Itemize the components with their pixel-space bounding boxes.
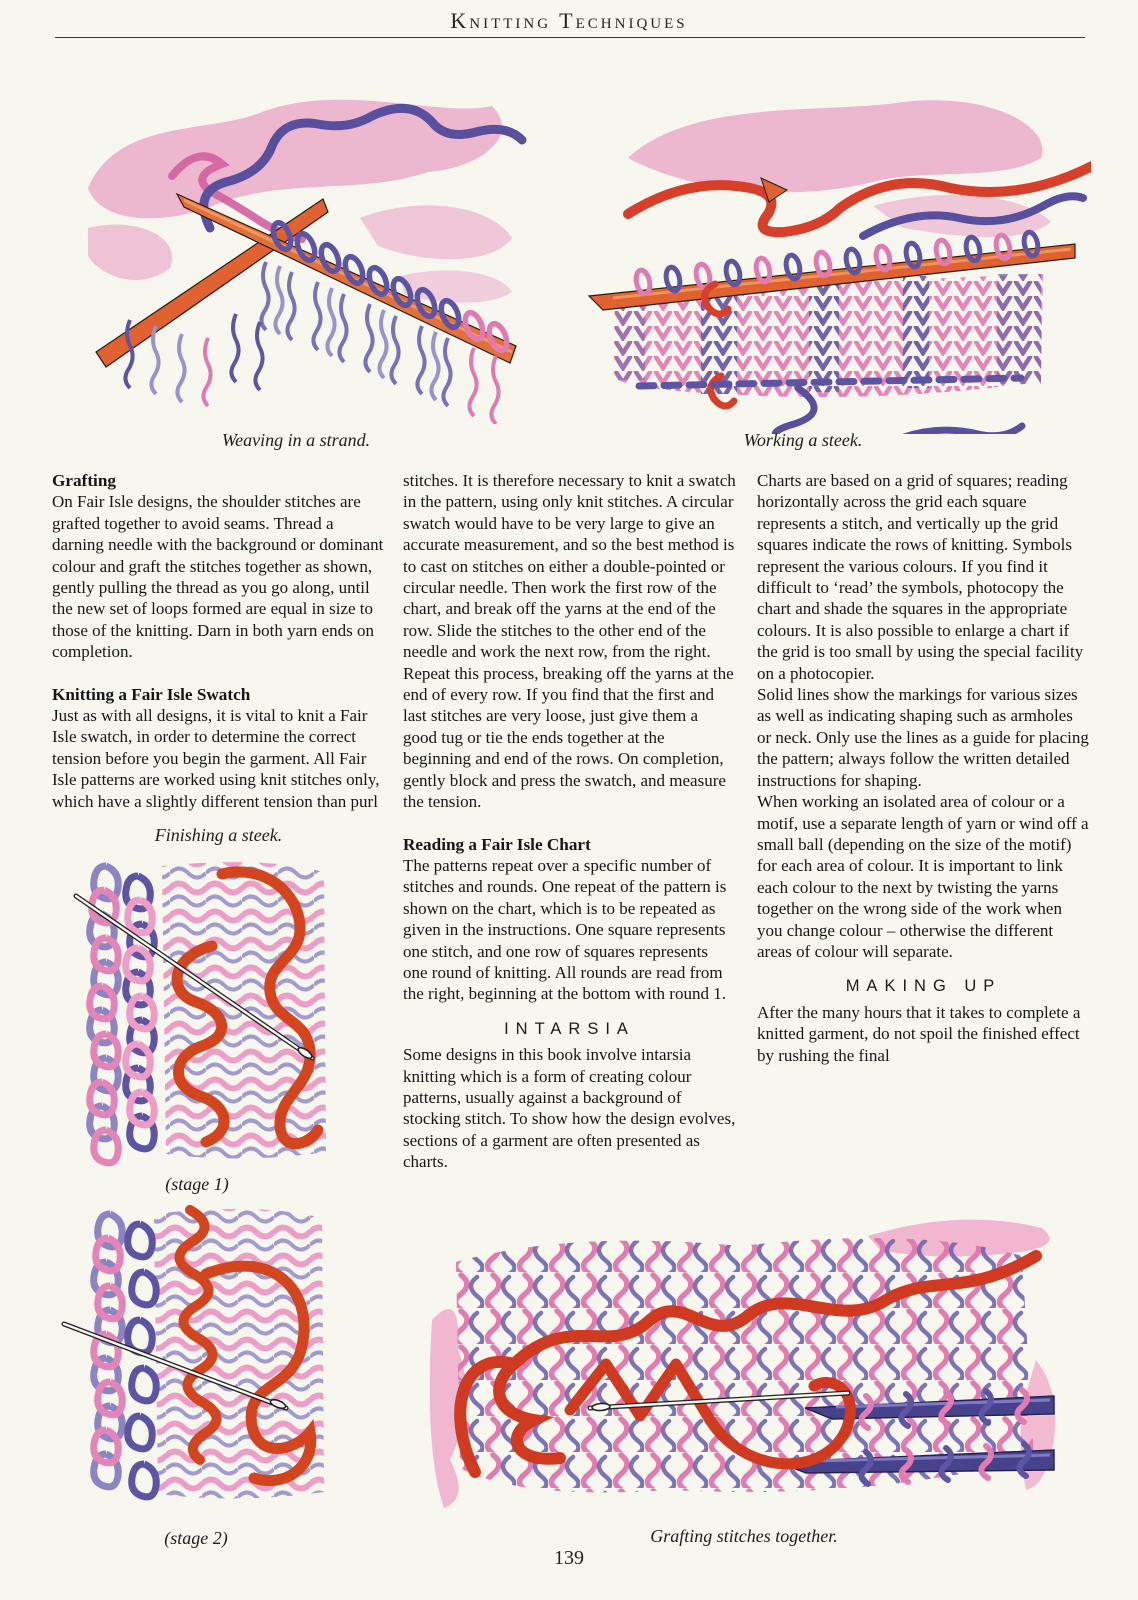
heading-making-up: MAKING UP <box>845 977 1002 996</box>
page-number: 139 <box>554 1547 584 1569</box>
stage1-illustration <box>62 852 332 1168</box>
steek-illustration-svg <box>573 86 1091 434</box>
caption-finishing-steek: Finishing a steek. <box>154 825 283 845</box>
heading-reading-chart: Reading a Fair Isle Chart <box>403 834 591 854</box>
paragraph: On Fair Isle designs, the shoulder stitches are grafted together to avoid seams. Thread a darning needle with the background or dominant colour and graft the stitches together as shown, gently pulling the thread as you go along, until the new set of loops formed are equal in size to those of the knitting. Darn in both yarn ends on completion. <box>52 492 384 662</box>
caption-grafting: Grafting stitches together. <box>650 1526 838 1546</box>
stage2-illustration <box>58 1196 334 1508</box>
paragraph: stitches. It is therefore necessary to knit a swatch in the pattern, using only knit stitches. A circular swatch would have to be very large to give an accurate measurement, and so the best method is to cast on stitches on either a double-pointed or circular needle. Then work the first row of the chart, and break off the yarns at the end of the row. Slide the stitches to the other end of the needle and work the next row, from the right. <box>403 471 736 662</box>
caption-stage2: (stage 2) <box>164 1528 228 1548</box>
paragraph: The patterns repeat over a specific number of stitches and rounds. One repeat of the pattern is shown on the chart, which is to be repeated as given in the instructions. One square represents one stitch, and one row of squares represents one round of knitting. All rounds are read from the right, beginning at the bottom with round 1. <box>403 855 727 1004</box>
steek-illustration <box>573 86 1091 434</box>
stage1-illustration-svg <box>62 852 332 1168</box>
heading-intarsia: INTARSIA <box>504 1019 635 1038</box>
page-title: Knitting Techniques <box>450 8 688 33</box>
paragraph: After the many hours that it takes to complete a knitted garment, do not spoil the finished effect by rushing the final <box>757 1002 1081 1065</box>
header-rule <box>55 37 1085 38</box>
paragraph: Charts are based on a grid of squares; reading horizontally across the grid each square represents a stitch, and vertically up the grid squares indicate the rows of knitting. Symbols represent the various colours. If you find it difficult to ‘read’ the symbols, photocopy the chart and shade the squares in the appropriate colours. It is also possible to enlarge a chart if the grid is too small by using the special facility on a photocopier. <box>757 471 1084 683</box>
heading-fair-isle-swatch: Knitting a Fair Isle Swatch <box>52 684 251 704</box>
paragraph: Some designs in this book involve intarsia knitting which is a form of creating colour patterns, usually against a background of stocking stitch. To show how the design evolves, sections of a garment are often presented as charts. <box>403 1045 736 1172</box>
column-1 <box>52 470 385 812</box>
paragraph: Just as with all designs, it is vital to knit a Fair Isle swatch, in order to determine the correct tension before you begin the garment. All Fair Isle patterns are worked using knit stitches only, which have a slightly different tension than purl <box>52 706 380 811</box>
caption-working: Working a steek. <box>743 430 863 450</box>
paragraph: When working an isolated area of colour or a motif, use a separate length of yarn or wind off a small ball (depending on the size of the motif) for each area of colour. It is important to link each colour to the next by twisting the yarns together on the wrong side of the work when you change colour – otherwise the different areas of colour will separate. <box>757 792 1089 961</box>
caption-weaving: Weaving in a strand. <box>221 430 371 450</box>
stage2-illustration-svg <box>58 1196 334 1508</box>
weaving-illustration-svg <box>60 76 532 424</box>
caption-stage1: (stage 1) <box>165 1174 229 1194</box>
column-2 <box>403 470 736 1173</box>
weaving-illustration <box>60 76 532 424</box>
heading-grafting: Grafting <box>52 471 116 490</box>
paragraph: Repeat this process, breaking off the yarns at the end of every row. If you find that the first and last stitches are very loose, just give them a good tug or tie the ends together at the beginning and end of the rows. On completion, gently block and press the swatch, and measure the tension. <box>403 663 734 812</box>
paragraph: Solid lines show the markings for various sizes as well as indicating shaping such as armholes or neck. Only use the lines as a guide for placing the pattern; always follow the written detailed instructions for shaping. <box>757 685 1089 790</box>
grafting-illustration-svg <box>420 1200 1068 1516</box>
column-3 <box>757 470 1090 1066</box>
grafting-illustration <box>420 1200 1068 1516</box>
